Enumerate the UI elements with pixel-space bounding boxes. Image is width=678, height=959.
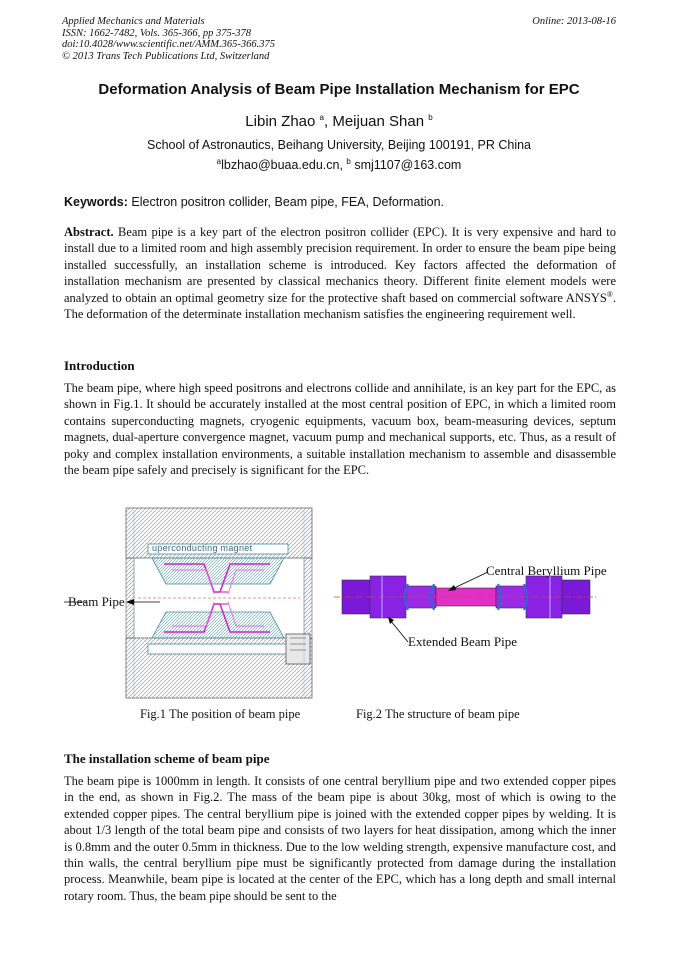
- keywords-label: Keywords:: [64, 195, 128, 209]
- author-name: Libin Zhao: [245, 113, 316, 130]
- fig2-caption: Fig.2 The structure of beam pipe: [356, 707, 520, 721]
- paper-title: Deformation Analysis of Beam Pipe Installation Mechanism for EPC: [98, 81, 580, 98]
- keywords-text: Electron positron collider, Beam pipe, FEA, Deformation.: [127, 195, 445, 209]
- author-name: Meijuan Shan: [332, 113, 425, 130]
- email-mark: a: [216, 156, 222, 166]
- journal-header: [62, 16, 616, 62]
- section-heading-installation: The installation scheme of beam pipe: [64, 751, 270, 766]
- fig1-beam-pipe-label: Beam Pipe: [68, 594, 125, 609]
- author-separator: ,: [323, 113, 333, 130]
- fig2-central-pipe-label: Central Beryllium Pipe: [486, 563, 607, 578]
- author-affil-mark: b: [428, 113, 433, 122]
- keywords: [64, 195, 616, 209]
- copyright-line: © 2013 Trans Tech Publications Ltd, Switzerland: [62, 50, 270, 62]
- abstract-text: Beam pipe is a key part of the electron positron collider (EPC). It is very expensive and hard to install due to a limited room and high assembly precision requirement. In order to ensure the beam pipe being installed successfully, an installation scheme is introduced. Key factors affected the deformation of installation mechanism are presented by classical mechanics theory. Different finite element models were analyzed to obtain an optimal geometry size for the protective shaft based on commercial software ANSYS: [64, 225, 616, 305]
- journal-name: Applied Mechanics and Materials: [62, 16, 205, 27]
- email-separator: ,: [339, 158, 347, 172]
- figure-graphics: [64, 506, 624, 706]
- central-pipe-leader: [450, 572, 488, 590]
- doi-line: doi:10.4028/www.scientific.net/AMM.365-366.375: [62, 39, 275, 50]
- installation-paragraph: The beam pipe is 1000mm in length. It consists of one central beryllium pipe and two extended copper pipes in the end, as shown in Fig.2. The mass of the beam pipe is about 30kg, most of which is owing to the extended copper pipes. The central beryllium pipe is joined with the extended copper pipes by welding. It is about 1/3 length of the total beam pipe and consists of two layers for heat dissipation, among which the inner is 0.8mm and the outer 0.5mm in thickness. Due to the low welding strength, expensive manufacture cost, and thin walls, the central beryllium pipe must be significantly protected from damage during the installation process. Meanwhile, beam pipe is located at the center of the EPC, which has a long depth and small internal rotary room. Thus, the beam pipe should be sent to the: [64, 774, 616, 903]
- extended-pipe-leader: [390, 620, 408, 642]
- abstract-label: Abstract.: [64, 225, 114, 239]
- abstract-text-end: . The deformation of the determinate installation mechanism satisfies the engineering requirement well.: [64, 290, 616, 322]
- registered-mark: ®: [606, 289, 613, 299]
- fig2-extended-pipe-label: Extended Beam Pipe: [408, 634, 518, 649]
- email-address: smj1107@163.com: [354, 158, 462, 172]
- abstract: [64, 224, 616, 322]
- issn-line: ISSN: 1662-7482, Vols. 365-366, pp 375-378: [62, 27, 251, 39]
- author-list: [62, 113, 616, 130]
- author-affil-mark: a: [319, 113, 324, 122]
- author-emails: [62, 158, 616, 172]
- online-date: Online: 2013-08-16: [532, 16, 616, 27]
- introduction-paragraph: The beam pipe, where high speed positrons and electrons collide and annihilate, is an key part for the EPC, as shown in Fig.1. It should be accurately installed at the most central position of EPC, in which a limited room contains superconducting magnets, cryogenic equipments, vacuum box, beam-measuring devices, septum magnets, dual-aperture convergence magnet, vacuum pump and mechanical supports, etc. Thus, as a result of poky and complex installation environments, a suitable installation mechanism to assemble and disassemble the beam pipe safely and precisely is significant for the EPC.: [64, 381, 616, 478]
- fig1-magnet-label: uperconducting magnet: [152, 543, 253, 553]
- email-mark: b: [346, 156, 351, 166]
- section-heading-introduction: Introduction: [64, 358, 135, 373]
- email-address: lbzhao@buaa.edu.cn: [221, 158, 340, 172]
- affiliation: School of Astronautics, Beihang University, Beijing 100191, PR China: [146, 138, 531, 152]
- figure-area: [64, 506, 624, 706]
- fig1-caption: Fig.1 The position of beam pipe: [140, 707, 301, 721]
